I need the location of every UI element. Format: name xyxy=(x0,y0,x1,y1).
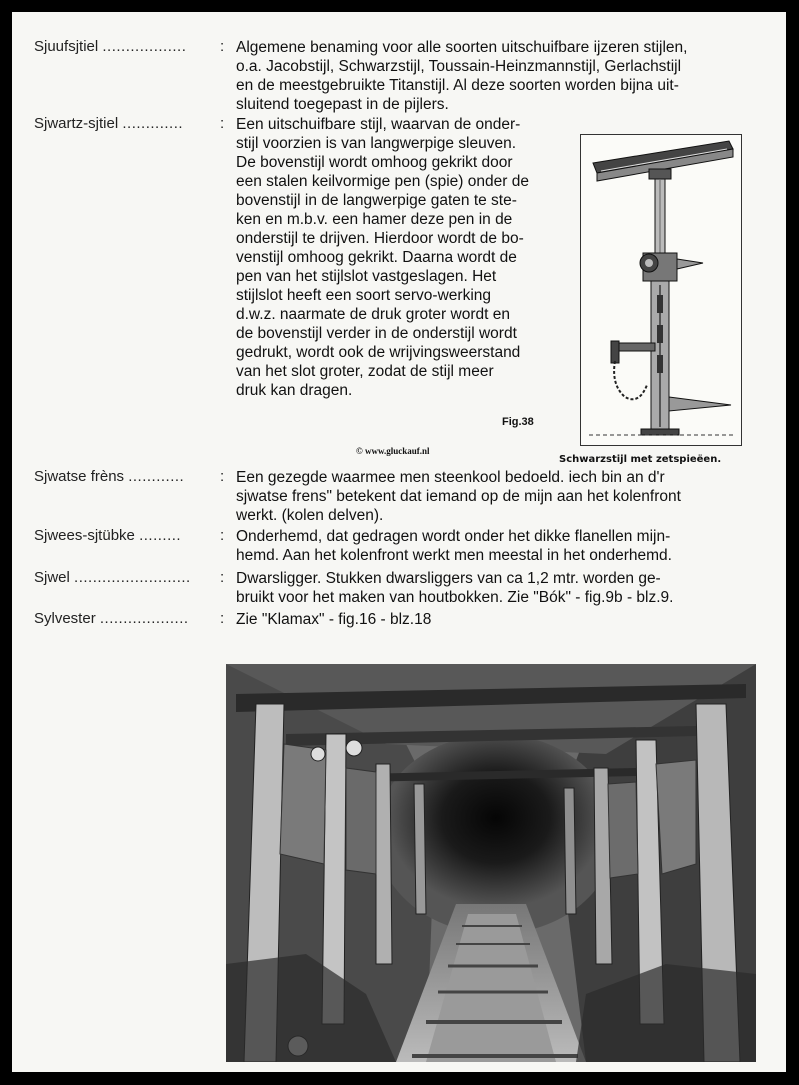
definition-line: Algemene benaming voor alle soorten uitschuifbare ijzeren stijlen, xyxy=(236,39,688,56)
definition-line: De bovenstijl wordt omhoog gekrikt door xyxy=(236,154,513,171)
term-colon: : xyxy=(220,527,225,544)
definition-line: stijl voorzien is van langwerpige sleuven. xyxy=(236,135,517,152)
definition-line: Zie "Klamax" - fig.16 - blz.18 xyxy=(236,611,432,628)
schwarz-prop-drawing xyxy=(581,135,741,445)
term-text: Sjwees-sjtübke xyxy=(34,527,135,544)
entry-definition xyxy=(236,38,760,114)
definition-line: de bovenstijl verder in de onderstijl wordt xyxy=(236,325,517,342)
definition-line: d.w.z. naarmate de druk groter wordt en xyxy=(236,306,510,323)
definition-line: stijlslot heeft een soort servo-werking xyxy=(236,287,492,304)
term-dots: ............. xyxy=(122,115,184,132)
term-colon: : xyxy=(220,38,225,55)
definition-line: hemd. Aan het kolenfront werkt men meestal in het onderhemd. xyxy=(236,547,672,564)
term-text: Sjwartz-sjtiel xyxy=(34,115,119,132)
term-dots: ............ xyxy=(128,468,185,485)
tunnel-photo-svg xyxy=(226,664,756,1062)
entry-definition xyxy=(236,569,760,607)
entry-term xyxy=(34,610,234,627)
definition-line: o.a. Jacobstijl, Schwarzstijl, Toussain-Heinzmannstijl, Gerlachstijl xyxy=(236,58,682,75)
definition-line: Onderhemd, dat gedragen wordt onder het dikke flanellen mijn- xyxy=(236,528,671,545)
definition-line: een stalen keilvormige pen (spie) onder de xyxy=(236,173,529,190)
definition-line: onderstijl te drijven. Hierdoor wordt de bo- xyxy=(236,230,524,247)
definition-line: sjwatse frens" betekent dat iemand op de mijn aan het kolenfront xyxy=(236,488,681,505)
definition-line: Een gezegde waarmee men steenkool bedoeld. iech bin an d'r xyxy=(236,469,665,486)
entry-term xyxy=(34,38,234,55)
definition-line: werkt. (kolen delven). xyxy=(236,507,384,524)
definition-line: bovenstijl in de langwerpige gaten te ste- xyxy=(236,192,517,209)
definition-line: en de meestgebruikte Titanstijl. Al deze soorten worden bijna uit- xyxy=(236,77,679,94)
definition-line: Dwarsligger. Stukken dwarsliggers van ca 1,2 mtr. worden ge- xyxy=(236,570,661,587)
definition-line: van het slot groter, zodat de stijl meer xyxy=(236,363,494,380)
definition-line: pen van het stijlslot vastgeslagen. Het xyxy=(236,268,497,285)
document-page xyxy=(12,12,786,1072)
term-dots: .................. xyxy=(102,38,187,55)
entry-definition xyxy=(236,610,760,629)
definition-line: venstijl omhoog gekrikt. Daarna wordt de xyxy=(236,249,517,266)
entry-definition xyxy=(236,115,576,400)
figure-schwarzstijl xyxy=(580,134,742,446)
mine-tunnel-photo xyxy=(226,664,756,1062)
term-text: Sylvester xyxy=(34,610,96,627)
term-colon: : xyxy=(220,468,225,485)
entry-term xyxy=(34,468,234,485)
term-dots: ................... xyxy=(99,610,189,627)
term-colon: : xyxy=(220,610,225,627)
term-dots: ......................... xyxy=(74,569,191,586)
figure-number: Fig.38 xyxy=(502,416,534,428)
term-text: Sjwatse frèns xyxy=(34,468,125,485)
term-colon: : xyxy=(220,569,225,586)
entry-definition xyxy=(236,527,760,565)
definition-line: gedrukt, wordt ook de wrijvingsweerstand xyxy=(236,344,521,361)
definition-line: ken en m.b.v. een hamer deze pen in de xyxy=(236,211,513,228)
term-dots: ......... xyxy=(139,527,182,544)
entry-term xyxy=(34,527,234,544)
definition-line: sluitend toegepast in de pijlers. xyxy=(236,96,449,113)
definition-line: druk kan dragen. xyxy=(236,382,353,399)
term-text: Sjwel xyxy=(34,569,70,586)
entry-term xyxy=(34,569,234,586)
term-text: Sjuufsjtiel xyxy=(34,38,99,55)
term-colon: : xyxy=(220,115,225,132)
figure-caption: Schwarzstijl met zetspieëen. xyxy=(559,454,722,465)
definition-line: Een uitschuifbare stijl, waarvan de onder- xyxy=(236,116,521,133)
definition-line: bruikt voor het maken van houtbokken. Zie "Bók" - fig.9b - blz.9. xyxy=(236,589,674,606)
entry-definition xyxy=(236,468,760,525)
copyright-text: © www.gluckauf.nl xyxy=(356,446,430,456)
entry-term xyxy=(34,115,234,132)
